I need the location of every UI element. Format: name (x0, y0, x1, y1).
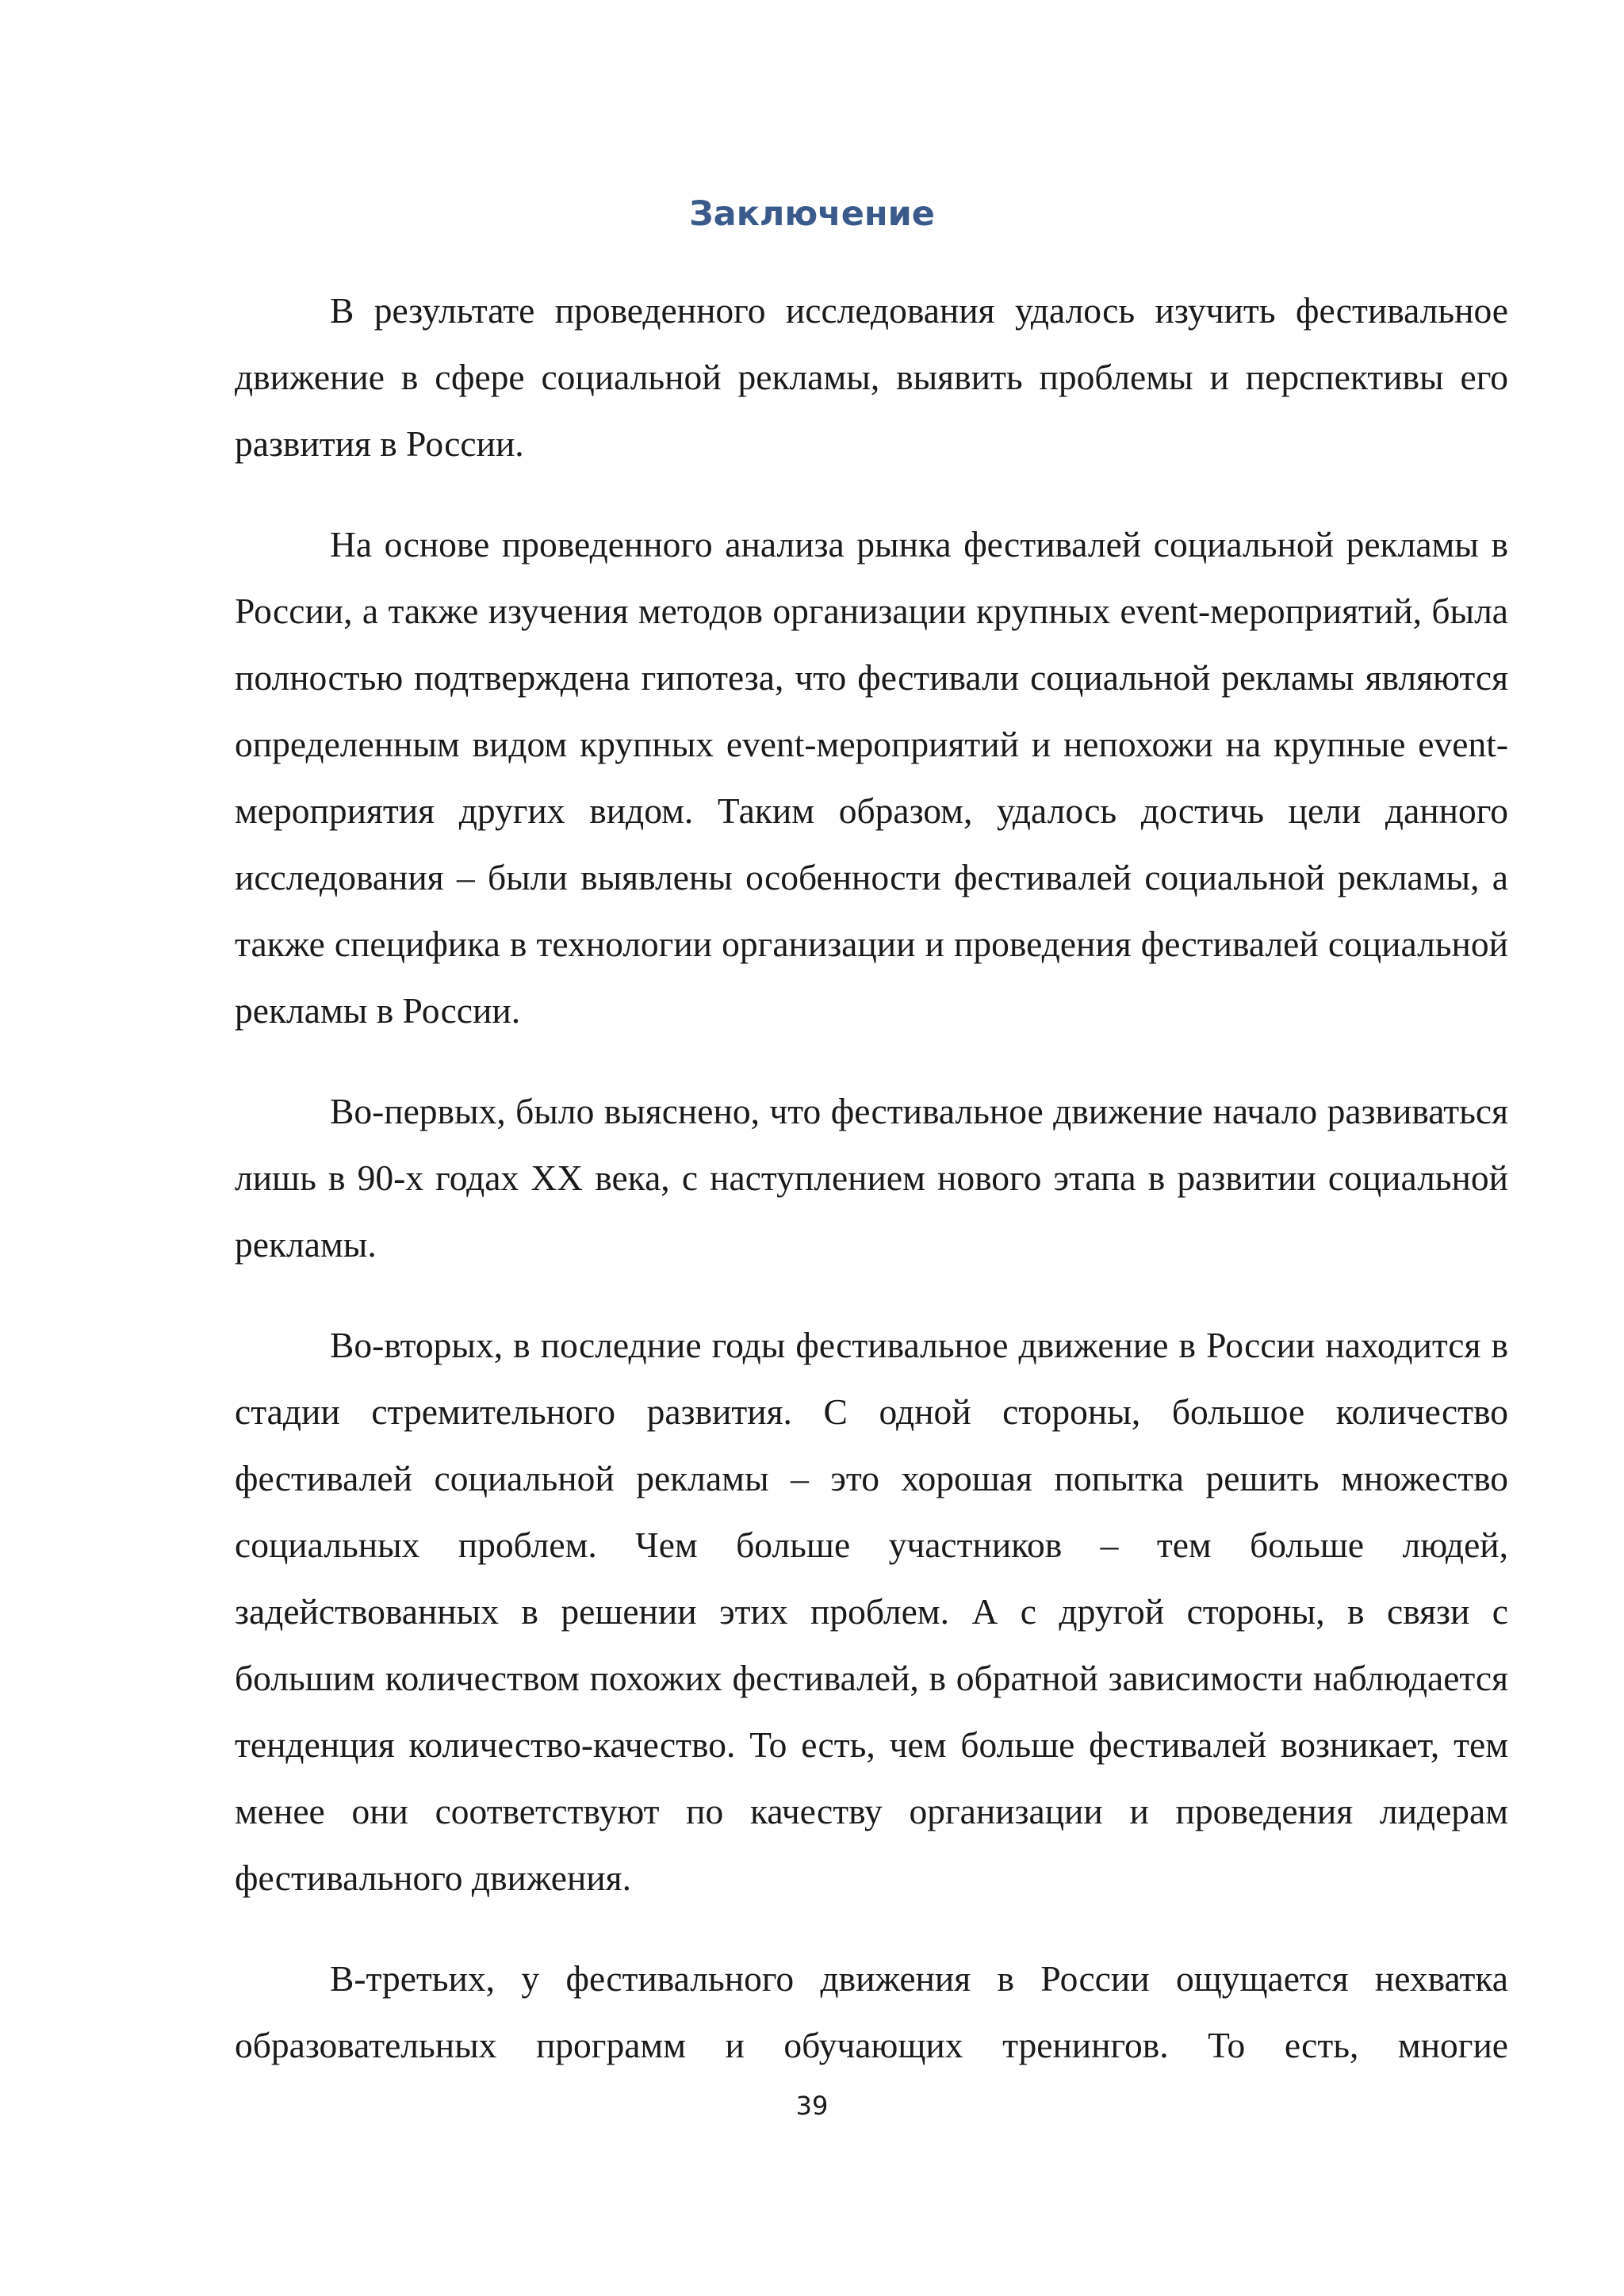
body-text (235, 277, 1508, 2113)
section-heading: Заключение (689, 194, 935, 234)
page-number: 39 (795, 2091, 829, 2121)
paragraph-hypothesis: На основе проведенного анализа рынка фестивалей социальной рекламы в России, а также изучения методов организации крупных event-мероприятий, была полностью подтверждена гипотеза, что фестивали социальной рекламы являются определенным видом крупных event-мероприятий и непохожи на крупные event-мероприятия других видом. Таким образом, удалось достичь цели данного исследования – были выявлены особенности фестивалей социальной рекламы, а также специфика в технологии организации и проведения фестивалей социальной рекламы в России. (235, 524, 1508, 1031)
paragraph-third: В-третьих, у фестивального движения в России ощущается нехватка образовательных программ и обучающих тренингов. То есть, многие (235, 1958, 1508, 2065)
paragraph-first: Во-первых, было выяснено, что фестивальное движение начало развиваться лишь в 90-х годах XX века, с наступлением нового этапа в развитии социальной рекламы. (235, 1091, 1508, 1265)
paragraph-intro: В результате проведенного исследования удалось изучить фестивальное движение в сфере социальной рекламы, выявить проблемы и перспективы его развития в России. (235, 290, 1508, 464)
paragraph-second: Во-вторых, в последние годы фестивальное движение в России находится в стадии стремительного развития. С одной стороны, большое количество фестивалей социальной рекламы – это хорошая попытка решить множество социальных проблем. Чем больше участников – тем больше людей, задействованных в решении этих проблем. А с другой стороны, в связи с большим количеством похожих фестивалей, в обратной зависимости наблюдается тенденция количество-качество. То есть, чем больше фестивалей возникает, тем менее они соответствуют по качеству организации и проведения лидерам фестивального движения. (235, 1325, 1508, 1898)
